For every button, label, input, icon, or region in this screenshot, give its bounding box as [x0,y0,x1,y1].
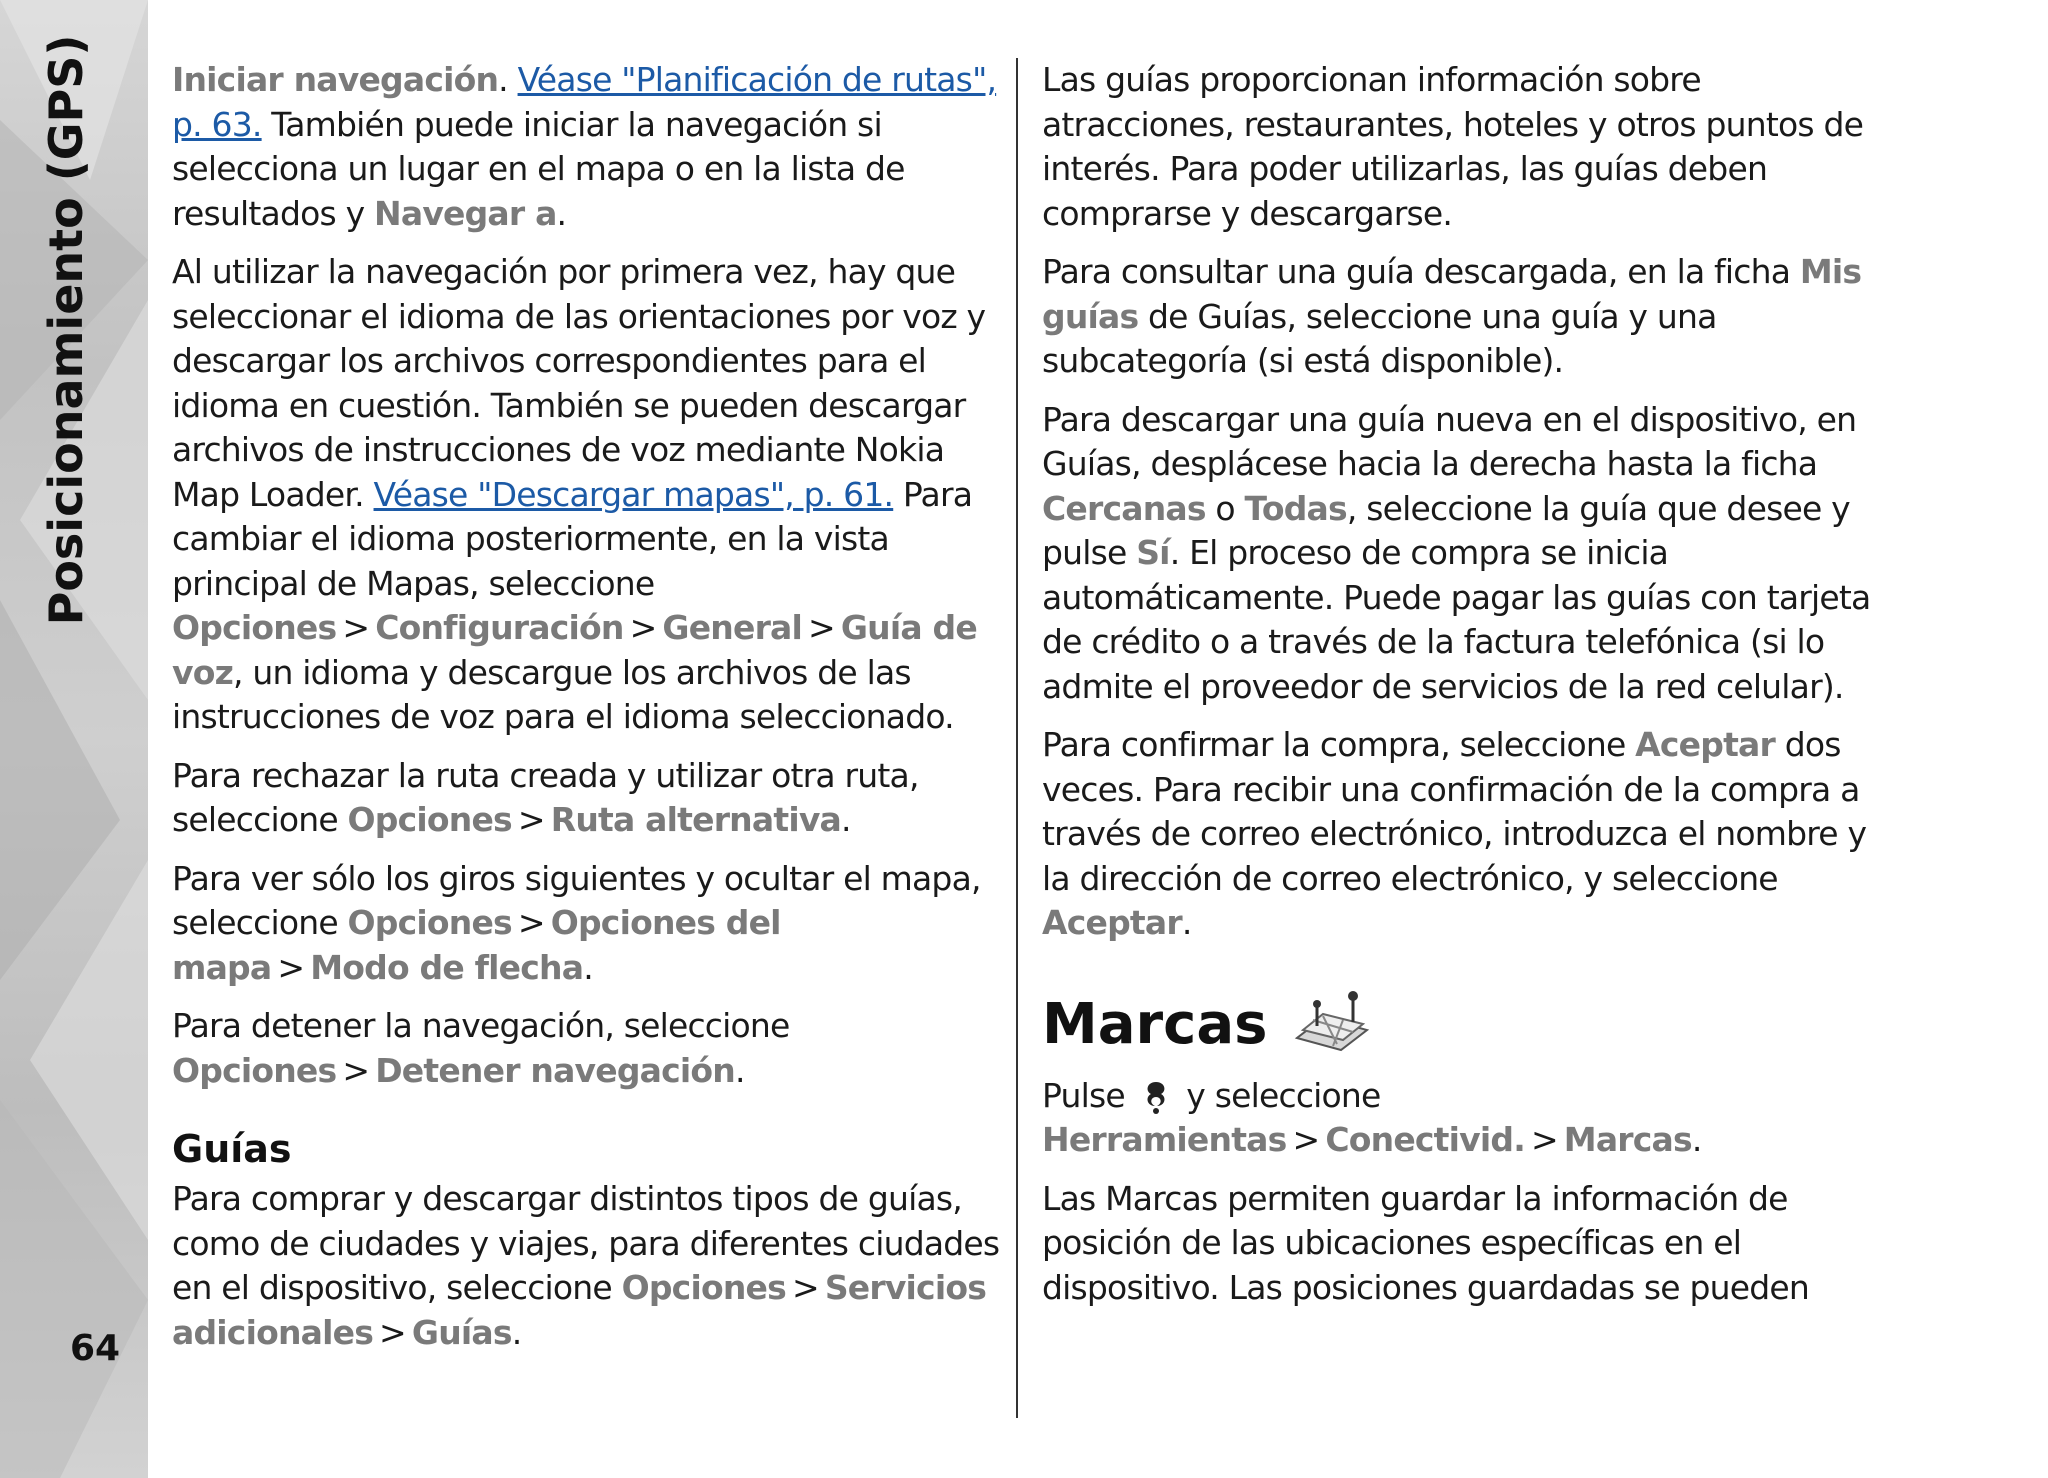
page-number: 64 [70,1328,121,1369]
paragraph [1042,1074,1877,1163]
ui-term: Aceptar [1635,725,1775,764]
landmarks-icon [1293,990,1371,1060]
ui-term: Opciones [347,903,512,942]
paragraph [1042,398,1877,710]
text-run: o [1205,488,1245,528]
cross-reference-link[interactable]: Véase "Planificación de rutas", p. 63. [172,60,997,144]
text-run: . [556,193,567,233]
ui-term: Guías [411,1312,512,1352]
menu-separator: > [629,608,657,647]
ui-term: Navegar a [374,193,557,233]
menu-key-icon [1139,1079,1173,1115]
ui-term: Servicios adicionales [172,1268,987,1352]
text-run: dos veces. Para recibir una confirmación de la compra a través de correo electrónico, introduzca el nombre y la dirección de correo electrónico, y seleccione [1042,725,1867,898]
menu-separator: > [1530,1120,1558,1159]
text-run: Para detener la navegación, seleccione [172,1006,790,1045]
sidebar [0,0,148,1478]
ui-term: Sí [1136,533,1170,572]
ui-term: Modo de flecha [310,947,584,987]
text-run: y seleccione [1176,1075,1381,1115]
section-title: Posicionamiento (GPS) [39,34,93,626]
text-run: Al utilizar la navegación por primera vez, hay que seleccionar el idioma de las orientaciones por voz y descargar los archivos correspondientes para el idioma en cuestión. También se pueden descargar archivos de instrucciones de voz mediante Nokia Map Loader. [172,252,986,514]
text-run: Pulse [1042,1075,1135,1115]
ui-term: Opciones [172,608,337,647]
ui-term: Conectivid. [1325,1120,1525,1159]
cross-reference-link[interactable]: Véase "Descargar mapas", p. 61. [373,474,894,514]
text-run: . [511,1312,522,1352]
text-run: . [1181,903,1192,942]
paragraph [172,1177,1007,1355]
ui-term: Todas [1244,488,1347,528]
ui-term: Detener navegación [375,1050,735,1090]
text-run: Para confirmar la compra, seleccione [1042,725,1636,764]
menu-separator: > [517,903,545,942]
text-run: Para consultar una guía descargada, en la ficha [1042,252,1800,291]
left-column [172,58,1007,1369]
menu-separator: > [808,608,835,647]
menu-separator: > [342,1050,370,1090]
text-run: Para rechazar la ruta creada y utilizar otra ruta, seleccione [172,755,919,839]
text-run: , un idioma y descargue los archivos de las instrucciones de voz para el idioma seleccionado. [172,652,954,736]
paragraph [1042,1177,1877,1311]
paragraph [172,58,1007,236]
text-run: Las Marcas permiten guardar la información de posición de las ubicaciones específicas en el dispositivo. Las posiciones guardadas se pueden [1042,1178,1810,1307]
heading-marcas-text: Marcas [1042,991,1268,1057]
text-run: Para cambiar el idioma posteriormente, en la vista principal de Mapas, seleccione [172,474,973,603]
ui-term: Iniciar navegación [172,60,499,99]
text-run: de Guías, seleccione una guía y una subcategoría (si está disponible). [1042,296,1717,380]
ui-term: Opciones [172,1050,337,1090]
ui-term: Opciones [621,1268,786,1307]
ui-term: Opciones del mapa [172,903,781,987]
text-run: . [1691,1120,1702,1159]
right-column [1042,58,1877,1324]
text-run: . [583,947,593,987]
text-run: También puede iniciar la navegación si selecciona un lugar en el mapa o en la lista de resultados y [172,104,905,233]
text-run: Para ver sólo los giros siguientes y ocultar el mapa, seleccione [172,858,981,942]
menu-separator: > [791,1268,819,1307]
paragraph [1042,58,1877,236]
paragraph [172,1004,1007,1093]
menu-separator: > [379,1312,406,1352]
ui-term: Cercanas [1042,488,1206,528]
paragraph [172,250,1007,740]
column-divider [1016,58,1018,1418]
text-run: Para comprar y descargar distintos tipos de guías, como de ciudades y viajes, para diferentes ciudades en el dispositivo, seleccione [172,1179,1000,1307]
ui-term: General [662,608,803,647]
ui-term: Opciones [347,800,512,839]
ui-term: Configuración [375,608,624,647]
text-run: , seleccione la guía que desee y pulse [1042,488,1850,572]
menu-separator: > [277,947,305,987]
ui-term: Mis guías [1042,252,1862,336]
menu-separator: > [517,800,545,839]
heading-marcas [1042,990,1877,1060]
subheading-guias: Guías [172,1127,292,1171]
paragraph [1042,723,1877,946]
text-run: . [498,60,518,99]
ui-term: Herramientas [1042,1120,1287,1159]
text-run: . El proceso de compra se inicia automáticamente. Puede pagar las guías con tarjeta de crédito o a través de la factura telefónica (si lo admite el proveedor de servicios de la red celular). [1042,533,1871,706]
ui-term: Aceptar [1042,903,1182,942]
text-run: . [841,800,851,839]
ui-term: Guía de voz [172,608,977,692]
paragraph [172,857,1007,991]
text-run: Las guías proporcionan información sobre atracciones, restaurantes, hoteles y otros puntos de interés. Para poder utilizarlas, las guías deben comprarse y descargarse. [1042,60,1864,233]
paragraph [1042,250,1877,384]
ui-term: Marcas [1563,1120,1692,1159]
text-run: . [734,1050,745,1090]
text-run: Para descargar una guía nueva en el dispositivo, en Guías, desplácese hacia la derecha hasta la ficha [1042,399,1857,483]
paragraph [172,754,1007,843]
menu-separator: > [342,608,370,647]
ui-term: Ruta alternativa [550,800,842,839]
menu-separator: > [1292,1120,1320,1159]
